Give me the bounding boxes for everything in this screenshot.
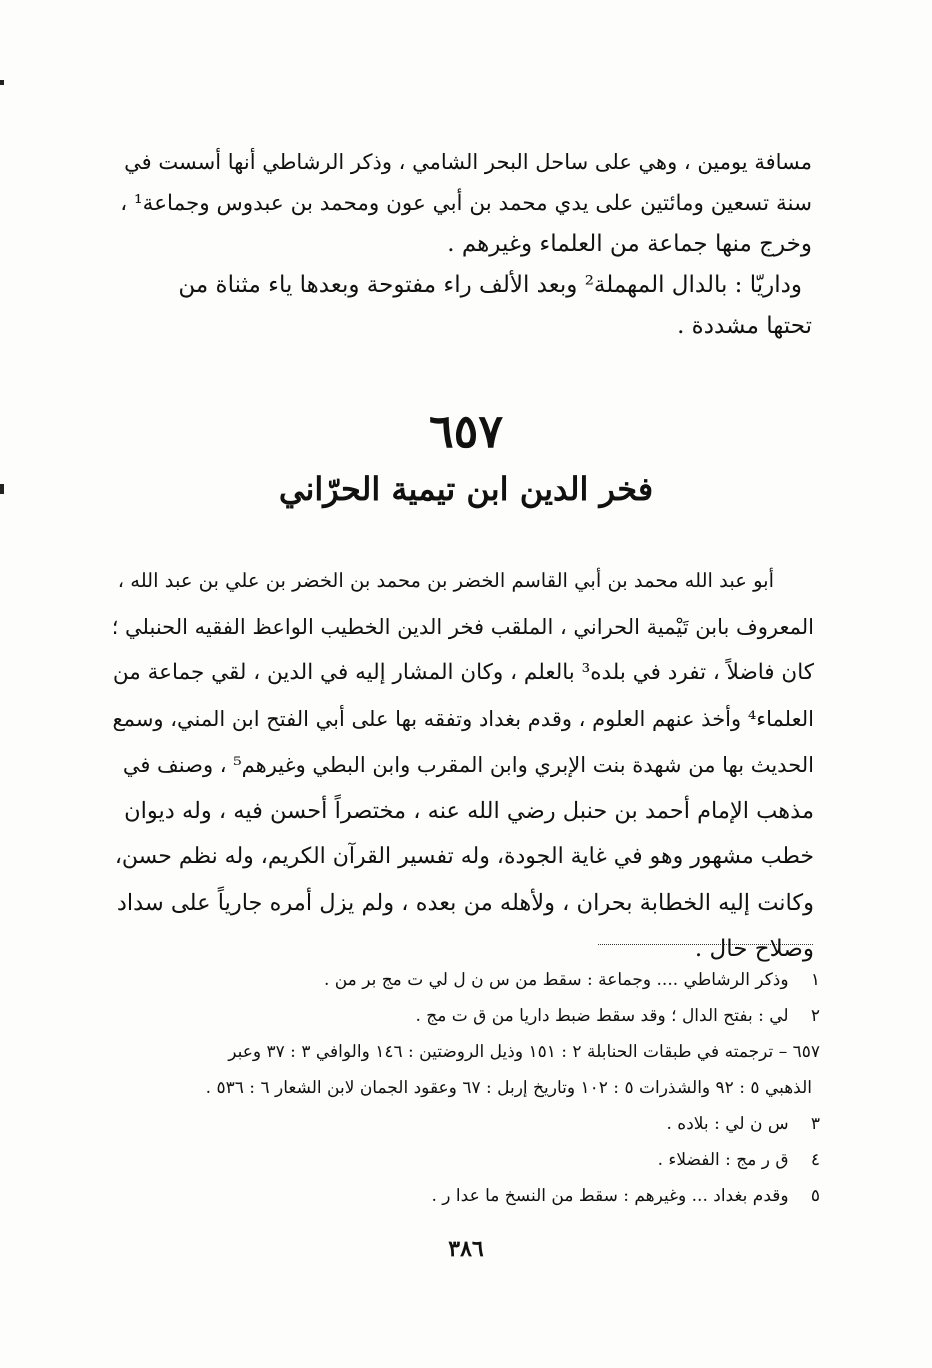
footnote bbox=[100, 1142, 820, 1178]
text-line: وكانت إليه الخطابة بحران ، ولأهله من بعده ، ولم يزل أمره جارياً على سداد bbox=[116, 890, 814, 916]
footnote-number: ١ bbox=[810, 970, 820, 990]
text-line: كان فاضلاً ، تفرد في بلده³ بالعلم ، وكان المشار إليه في الدين ، لقي جماعة من bbox=[112, 660, 814, 685]
page-number: ٣٨٦ bbox=[448, 1236, 484, 1262]
footnote-text: لي : بفتح الدال ؛ وقد سقط ضبط داريا من ق ت مج . bbox=[415, 1006, 789, 1026]
footnote-text: س ن لي : بلاده . bbox=[666, 1114, 789, 1134]
scan-edge-mark bbox=[0, 80, 4, 85]
footnote-number: ٤ bbox=[810, 1150, 820, 1170]
footnote bbox=[100, 1178, 820, 1214]
biography-paragraph bbox=[112, 558, 814, 972]
footnote-text: وقدم بغداد ... وغيرهم : سقط من النسخ ما عدا ر . bbox=[431, 1186, 789, 1206]
footnote-number: ٣ bbox=[810, 1114, 820, 1134]
footnote-text: ترجمته في طبقات الحنابلة ٢ : ١٥١ وذيل الروضتين : ١٤٦ والوافي ٣ : ٣٧ وعبر bbox=[228, 1042, 774, 1062]
text-line: وخرج منها جماعة من العلماء وغيرهم . bbox=[447, 231, 812, 257]
footnote-number: ٦٥٧ – bbox=[778, 1042, 820, 1062]
footnote-text: وذكر الرشاطي .... وجماعة : سقط من س ن ل لي ت مج بر من . bbox=[323, 970, 789, 990]
text-line: مسافة يومين ، وهي على ساحل البحر الشامي ، وذكر الرشاطي أنها أسست في bbox=[124, 150, 812, 174]
text-line: المعروف بابن تَيْمية الحراني ، الملقب فخر الدين الخطيب الواعظ الفقيه الحنبلي ؛ bbox=[111, 615, 814, 639]
footnote-number: ٢ bbox=[810, 1006, 820, 1026]
footnote-text: ق ر مج : الفضلاء . bbox=[657, 1150, 789, 1170]
entry-title: فخر الدين ابن تيمية الحرّاني bbox=[278, 470, 654, 508]
footnote-continuation bbox=[100, 1070, 820, 1106]
text-line: تحتها مشددة . bbox=[677, 313, 812, 339]
continuation-paragraph bbox=[112, 142, 812, 347]
text-line: أبو عبد الله محمد بن أبي القاسم الخضر بن محمد بن الخضر بن علي بن عبد الله ، bbox=[117, 569, 774, 592]
text-line: وصلاح حال . bbox=[694, 936, 814, 962]
text-line: خطب مشهور وهو في غاية الجودة، وله تفسير القرآن الكريم، وله نظم حسن، bbox=[114, 844, 814, 869]
footnote bbox=[100, 998, 820, 1034]
footnote-number: ٥ bbox=[810, 1186, 820, 1206]
text-line: مذهب الإمام أحمد بن حنبل رضي الله عنه ، مختصراً أحسن فيه ، وله ديوان bbox=[124, 798, 814, 824]
footnote bbox=[100, 1106, 820, 1142]
text-line: وداريّا : بالدال المهملة² وبعد الألف راء مفتوحة وبعدها ياء مثناة من bbox=[178, 272, 802, 298]
text-line: سنة تسعين ومائتين على يدي محمد بن أبي عون ومحمد بن عبدوس وجماعة¹ ، bbox=[120, 191, 812, 216]
footnote bbox=[100, 1034, 820, 1070]
footnote bbox=[100, 962, 820, 998]
footnotes bbox=[100, 962, 820, 1214]
text-line: العلماء⁴ وأخذ عنهم العلوم ، وقدم بغداد وتفقه بها على أبي الفتح ابن المني، وسمع bbox=[112, 707, 814, 731]
footnote-divider bbox=[598, 944, 813, 945]
footnote-text: الذهبي ٥ : ٩٢ والشذرات ٥ : ١٠٢ وتاريخ إربل : ٦٧ وعقود الجمان لابن الشعار ٦ : ٥٣٦ . bbox=[205, 1078, 812, 1098]
text-line: الحديث بها من شهدة بنت الإبري وابن المقرب وابن البطي وغيرهم⁵ ، وصنف في bbox=[122, 753, 814, 777]
entry-number: ٦٥٧ bbox=[428, 404, 504, 458]
